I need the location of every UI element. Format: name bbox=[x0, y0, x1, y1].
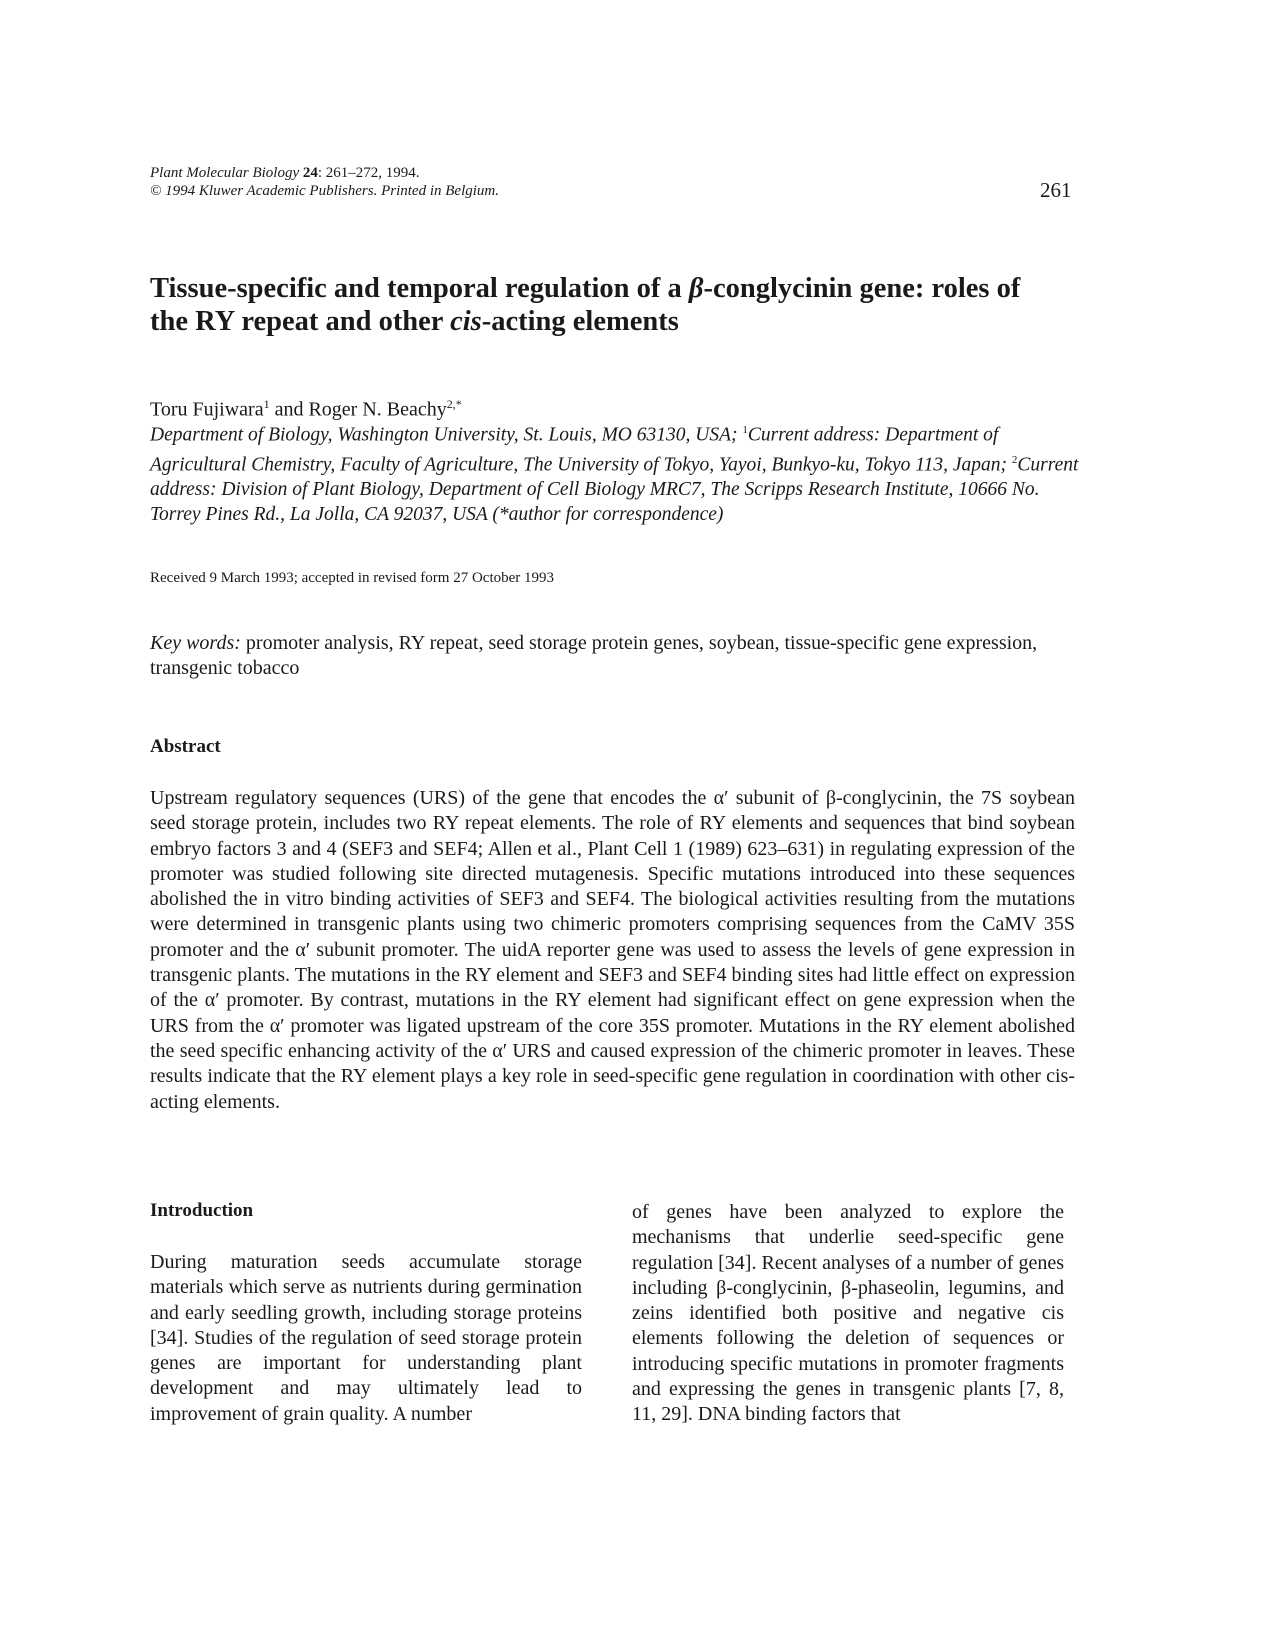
affiliation-superscript: 2 bbox=[1011, 453, 1018, 466]
title-text: Tissue-specific and temporal regulation of a bbox=[150, 273, 689, 304]
title-cis: cis bbox=[450, 306, 482, 337]
author-superscript: 2,* bbox=[446, 397, 462, 411]
journal-citation bbox=[150, 164, 499, 200]
title-text: the RY repeat and other bbox=[150, 306, 451, 337]
paper-title bbox=[150, 272, 1080, 338]
title-text: -acting elements bbox=[481, 306, 679, 337]
introduction-heading: Introduction bbox=[150, 1200, 254, 1221]
title-beta: β bbox=[688, 273, 704, 304]
keywords bbox=[150, 631, 1070, 681]
page-number: 261 bbox=[1040, 178, 1072, 202]
affiliation-superscript: 1 bbox=[742, 424, 748, 436]
author-superscript: 1 bbox=[263, 397, 270, 411]
affiliation-text: Current address: Department of Agricultural Chemistry, Faculty of Agriculture, The University of Tokyo, Yayoi, Bunkyo-ku, Tokyo 113, Japan; bbox=[150, 424, 1012, 475]
keywords-text: promoter analysis, RY repeat, seed storage protein genes, soybean, tissue-specific gene expression, transgenic tobacco bbox=[150, 632, 1038, 679]
affiliation-text: Current address: Division of Plant Biology, Department of Cell Biology MRC7, The Scripps Research Institute, 10666 No. Torrey Pines Rd., La Jolla, CA 92037, USA (*author for correspondence) bbox=[150, 454, 1079, 525]
journal-volume: 24 bbox=[302, 165, 318, 181]
introduction-left-column: During maturation seeds accumulate storage materials which serve as nutrients during germination and early seedling growth, including storage proteins [34]. Studies of the regulation of seed storage protein genes are important for understanding plant development and may ultimately lead to improvement of grain quality. A number bbox=[150, 1251, 582, 1425]
introduction-right-column: of genes have been analyzed to explore the mechanisms that underlie seed-specific gene regulation [34]. Recent analyses of a number of genes including β-conglycinin, β-phaseolin, legumins, and zeins identified both positive and negative cis elements following the deletion of sequences or introducing specific mutations in promoter fragments and expressing the genes in transgenic plants [7, 8, 11, 29]. DNA binding factors that bbox=[632, 1201, 1064, 1426]
author-name: and Roger N. Beachy bbox=[269, 398, 447, 421]
affiliation-text: Department of Biology, Washington University, St. Louis, MO 63130, USA; bbox=[150, 424, 743, 446]
abstract-body: Upstream regulatory sequences (URS) of the gene that encodes the α′ subunit of β-conglycinin, the 7S soybean seed storage protein, includes two RY repeat elements. The role of RY elements and sequences that bind soybean embryo factors 3 and 4 (SEF3 and SEF4; Allen et al., Plant Cell 1 (1989) 623–631) in regulating expression of the promoter was studied following site directed mutagenesis. Specific mutations introduced into these sequences abolished the in vitro binding activities of SEF3 and SEF4. The biological activities resulting from the mutations were determined in transgenic plants using two chimeric promoters comprising sequences from the CaMV 35S promoter and the α′ subunit promoter. The uidA reporter gene was used to assess the levels of gene expression in transgenic plants. The mutations in the RY element and SEF3 and SEF4 binding sites had little effect on expression of the α′ promoter. By contrast, mutations in the RY element had significant effect on gene expression when the URS from the α′ promoter was ligated upstream of the core 35S promoter. Mutations in the RY element abolished the seed specific enhancing activity of the α′ URS and caused expression of the chimeric promoter in leaves. These results indicate that the RY element plays a key role in seed-specific gene regulation in coordination with other cis-acting elements. bbox=[150, 787, 1075, 1113]
journal-line bbox=[150, 164, 499, 182]
copyright-line: © 1994 Kluwer Academic Publishers. Printed in Belgium. bbox=[150, 183, 499, 199]
title-text: -conglycinin gene: roles of bbox=[703, 273, 1021, 304]
received-date: Received 9 March 1993; accepted in revised form 27 October 1993 bbox=[150, 570, 555, 586]
author-name: Toru Fujiwara bbox=[150, 398, 264, 421]
abstract-heading: Abstract bbox=[150, 736, 221, 757]
journal-name: Plant Molecular Biology bbox=[150, 165, 300, 181]
journal-pages: : 261–272, 1994. bbox=[317, 165, 420, 181]
keywords-label: Key words: bbox=[150, 632, 241, 654]
affiliation bbox=[150, 418, 1080, 527]
